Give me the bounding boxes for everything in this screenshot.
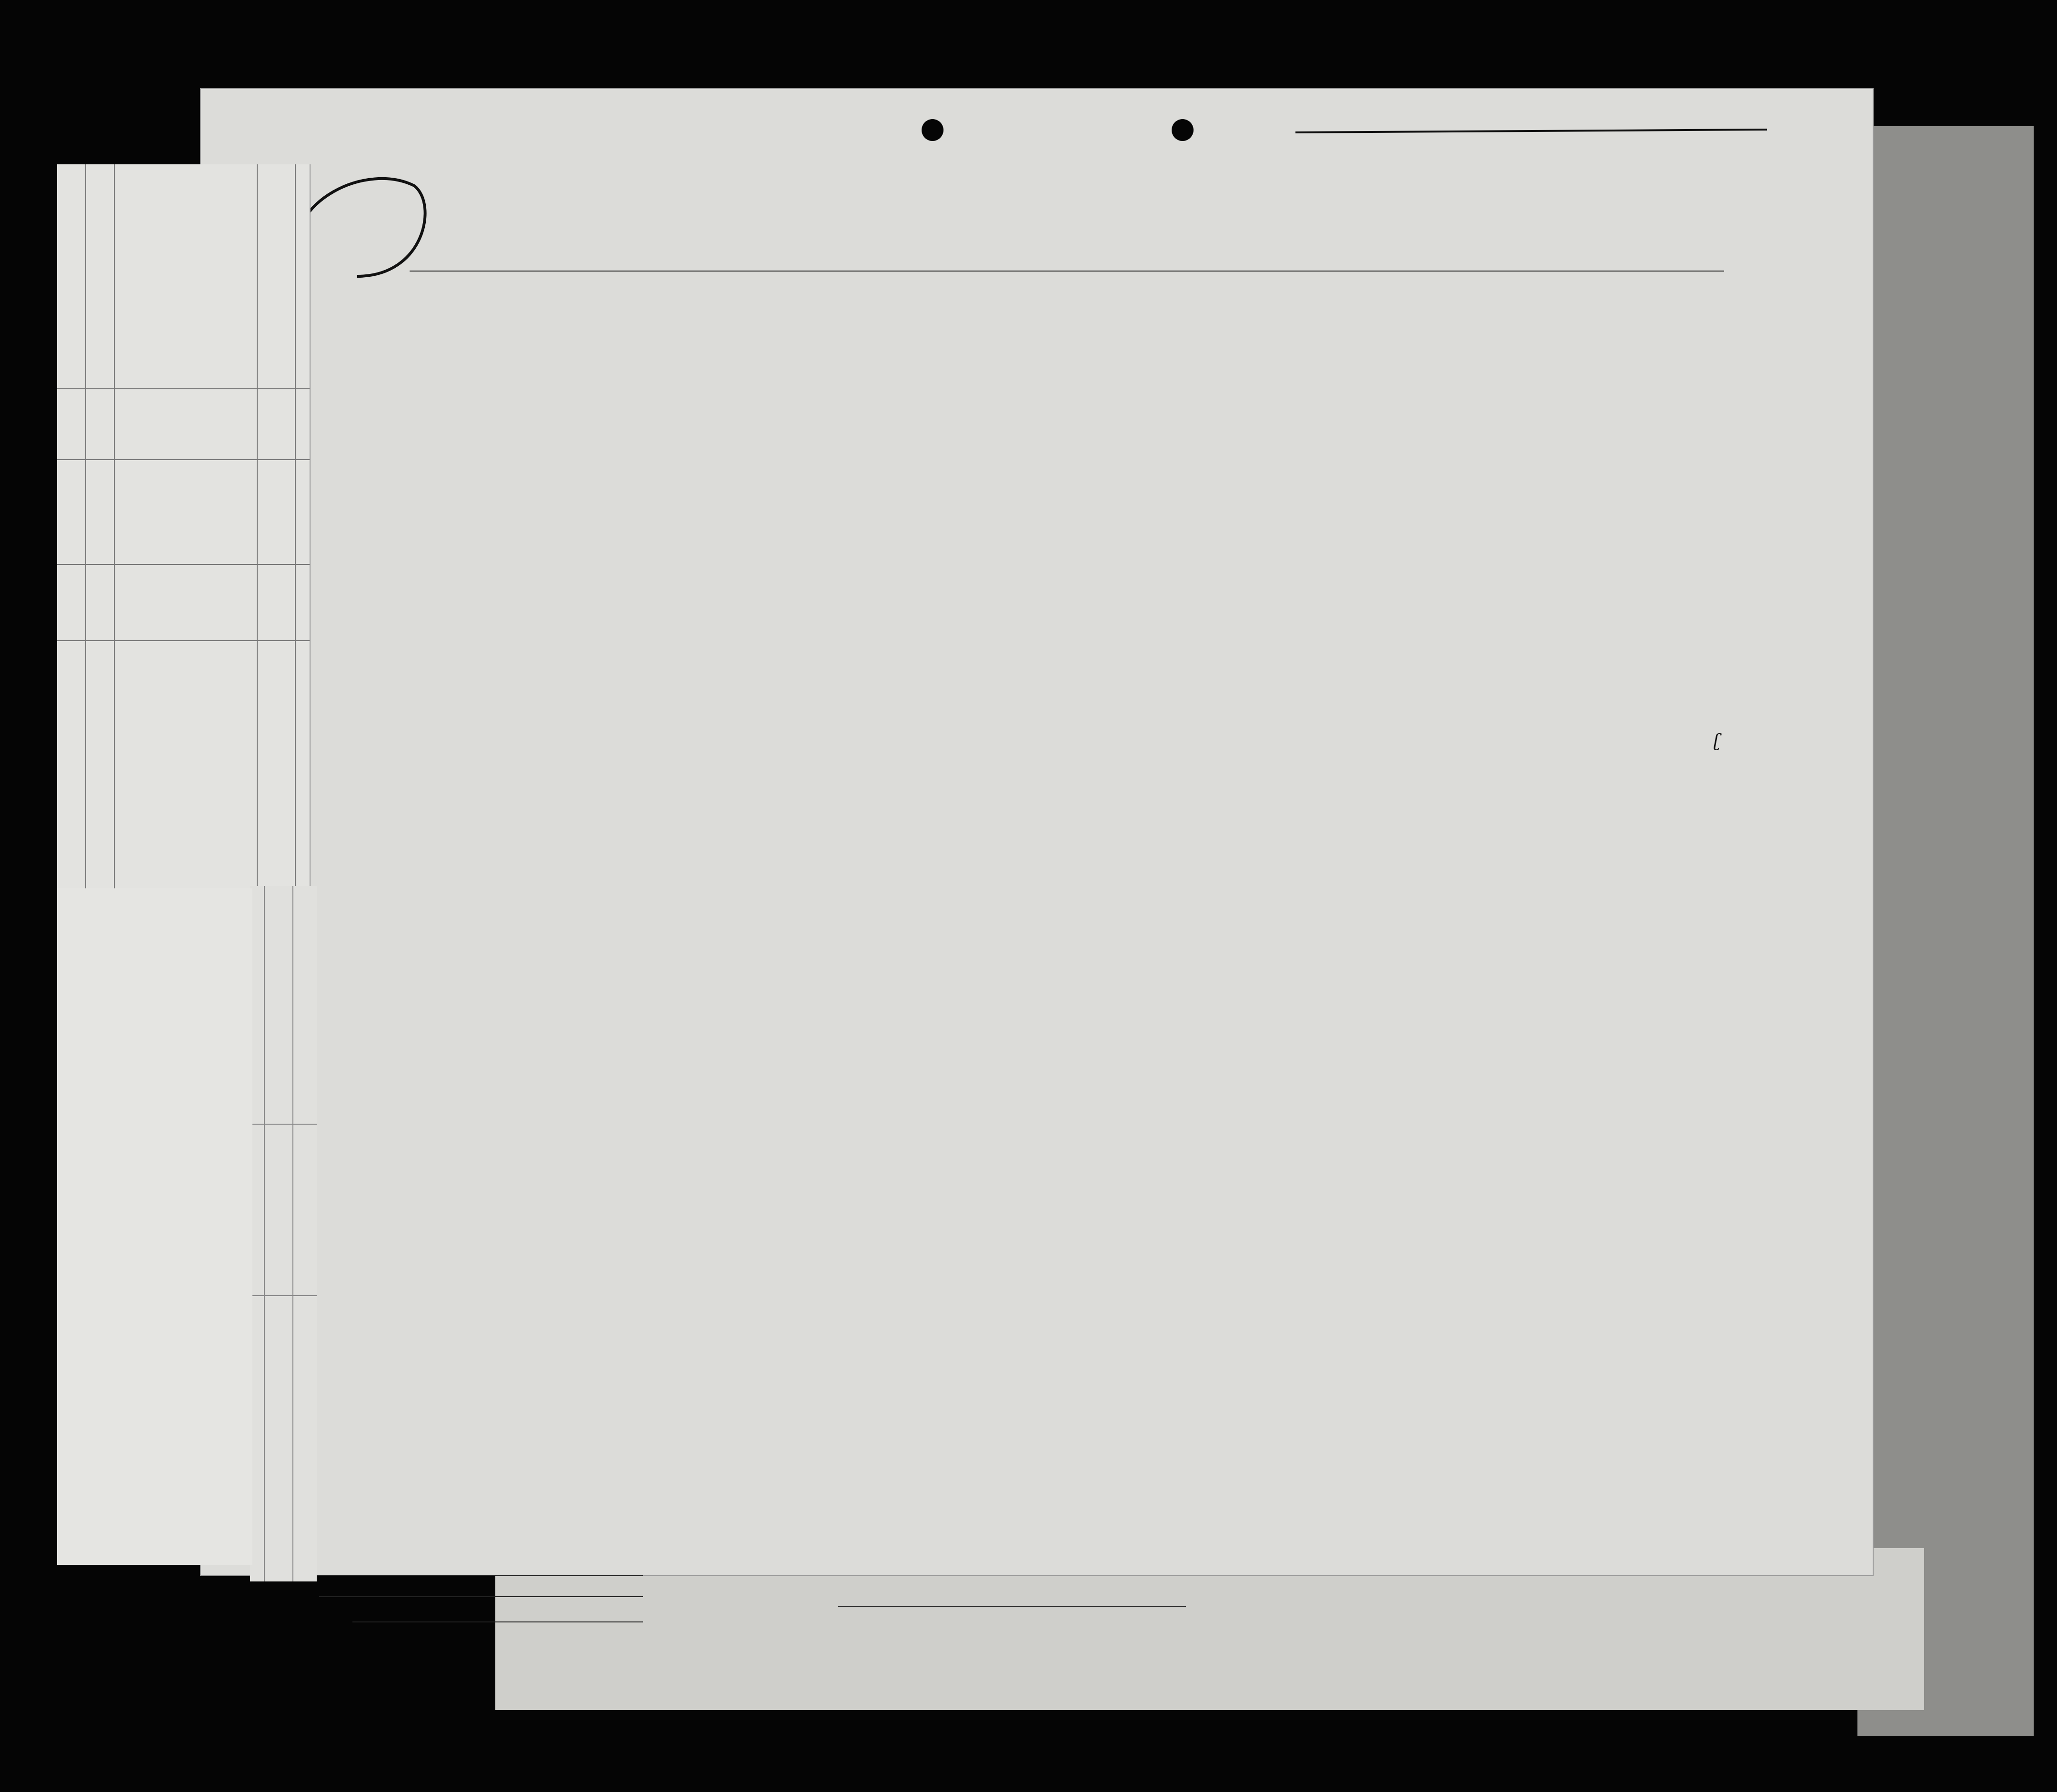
discharged-continued-slip xyxy=(250,886,317,1581)
col-header-10 xyxy=(1238,302,1281,323)
hospital-slip xyxy=(57,164,311,888)
pencil-mark: ʗ xyxy=(1714,731,1721,751)
col-header-12 xyxy=(1369,302,1457,323)
footer-rules xyxy=(305,1572,648,1629)
discharged-seamen-slip xyxy=(57,888,252,1565)
col-header-11 xyxy=(1281,302,1369,323)
col-header-13 xyxy=(1457,302,1503,323)
col-header-5 xyxy=(783,302,898,323)
col-header-6 xyxy=(898,302,1055,312)
col-header-15 xyxy=(1550,302,1660,312)
signature-line xyxy=(838,1604,1186,1609)
col-header-9 xyxy=(1191,302,1238,323)
col-header-14 xyxy=(1503,302,1550,323)
